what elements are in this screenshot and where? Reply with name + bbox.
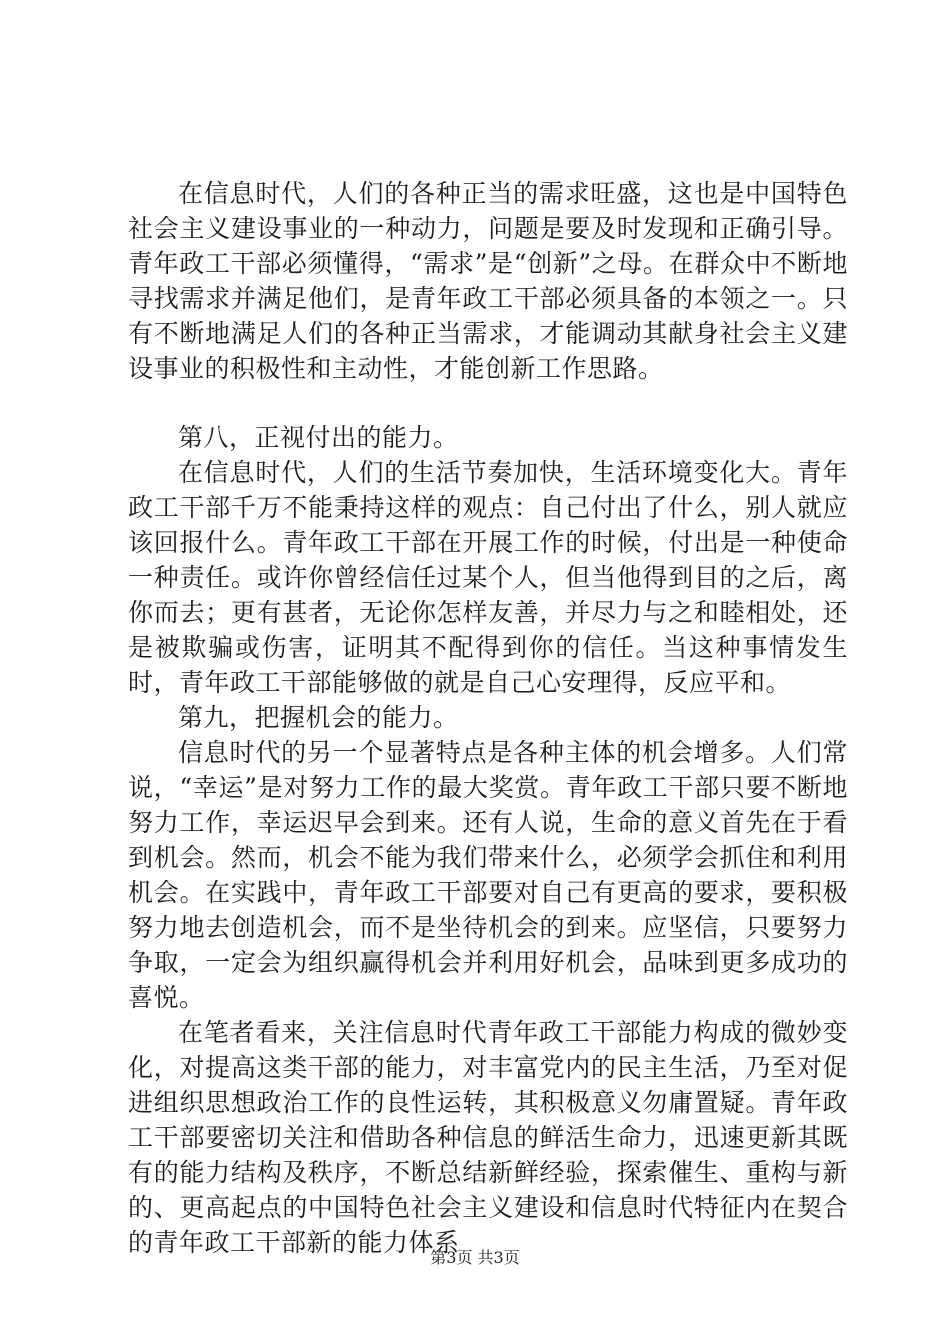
document-body xyxy=(128,176,848,1260)
paragraph-conclusion: 在笔者看来，关注信息时代青年政工干部能力构成的微妙变化，对提高这类干部的能力，对丰富党内的民主生活，乃至对促进组织思想政治工作的良性运转，其积极意义勿庸置疑。青年政工干部要密切关注和借助各种信息的鲜活生命力，迅速更新其既有的能力结构及秩序，不断总结新鲜经验，探索催生、重构与新的、更高起点的中国特色社会主义建设和信息时代特征内在契合的青年政工干部新的能力体系 xyxy=(128,1018,848,1257)
paragraph-facing-contribution: 在信息时代，人们的生活节奏加快，生活环境变化大。青年政工干部千万不能秉持这样的观点：自己付出了什么，别人就应该回报什么。青年政工干部在开展工作的时候，付出是一种使命一种责任。或许你曾经信任过某个人，但当他得到目的之后，离你而去；更有甚者，无论你怎样友善，并尽力与之和睦相处，还是被欺骗或伤害，证明其不配得到你的信任。当这种事情发生时，青年政工干部能够做的就是自己心安理得，反应平和。 xyxy=(128,458,848,697)
paragraph-demand-innovation: 在信息时代，人们的各种正当的需求旺盛，这也是中国特色社会主义建设事业的一种动力，问题是要及时发现和正确引导。青年政工干部必须懂得，“需求”是“创新”之母。在群众中不断地寻找需求并满足他们，是青年政工干部必须具备的本领之一。只有不断地满足人们的各种正当需求，才能调动其献身社会主义建设事业的积极性和主动性，才能创新工作思路。 xyxy=(128,179,848,383)
heading-eighth-ability: 第八，正视付出的能力。 xyxy=(178,423,459,452)
page-number-footer: 第3页 共3页 xyxy=(430,1248,520,1267)
paragraph-seizing-opportunity: 信息时代的另一个显著特点是各种主体的机会增多。人们常说，“幸运”是对努力工作的最大奖赏。青年政工干部只要不断地努力工作，幸运迟早会到来。还有人说，生命的意义首先在于看到机会。然而，机会不能为我们带来什么，必须学会抓住和利用机会。在实践中，青年政工干部要对自己有更高的要求，要积极努力地去创造机会，而不是坐待机会的到来。应坚信，只要努力争取，一定会为组织赢得机会并利用好机会，品味到更多成功的喜悦。 xyxy=(128,738,848,1012)
heading-ninth-ability: 第九，把握机会的能力。 xyxy=(178,703,459,732)
